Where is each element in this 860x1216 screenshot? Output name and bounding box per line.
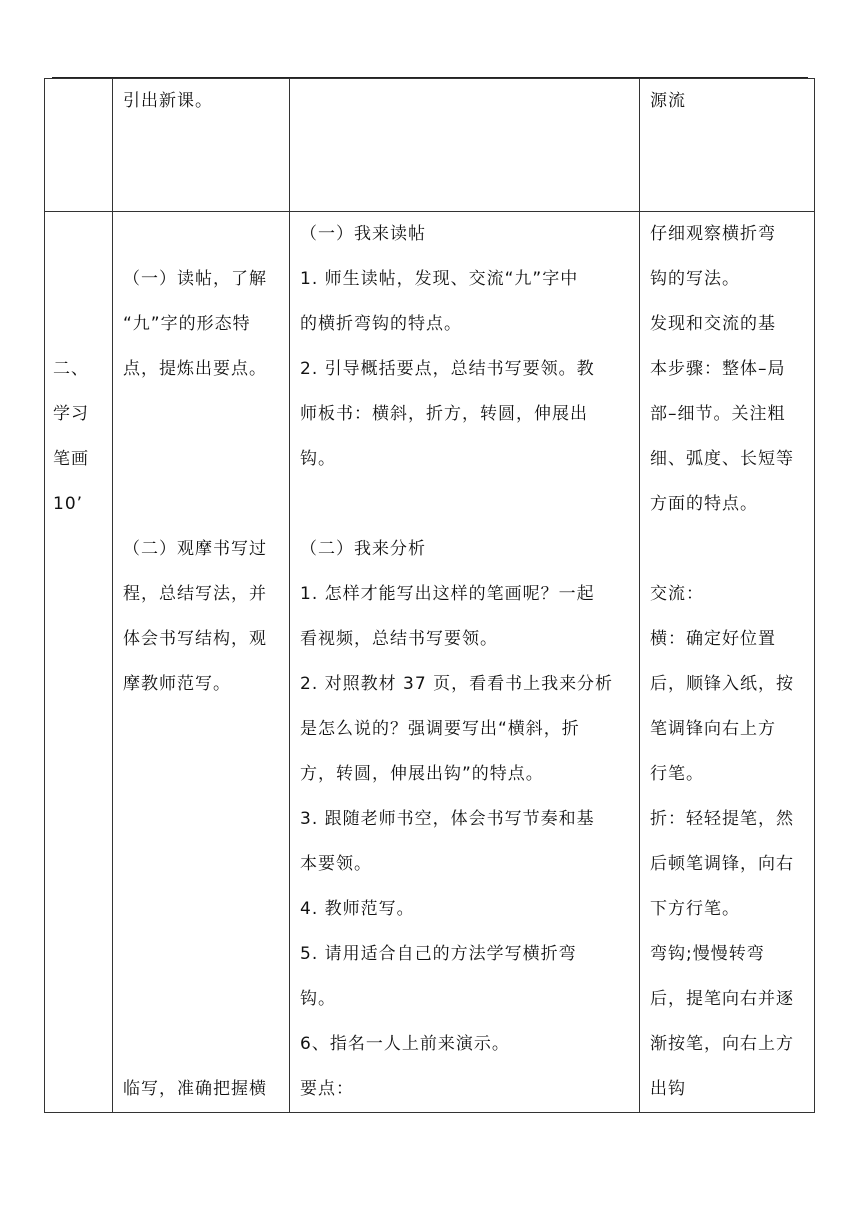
activity-line: 点，提炼出要点。	[123, 359, 267, 379]
intent-line: 下方行笔。	[650, 899, 740, 919]
teacher-line: 本要领。	[300, 854, 372, 874]
table-row	[45, 79, 815, 212]
teacher-line: 方，转圆，伸展出钩”的特点。	[300, 764, 544, 784]
teacher-line: 6、指名一人上前来演示。	[300, 1034, 510, 1054]
teacher-line: （一）我来读帖	[300, 224, 426, 244]
teacher-line: 师板书：横斜，折方，转圆，伸展出	[300, 404, 588, 424]
teacher-line: 要点：	[300, 1079, 354, 1099]
activity-line: 临写，准确把握横	[123, 1079, 267, 1099]
teacher-line: 1. 怎样才能写出这样的笔画呢？一起	[300, 584, 595, 604]
intent-line: 发现和交流的基	[650, 314, 776, 334]
intent-line: 后，顺锋入纸，按	[650, 674, 794, 694]
intent-text: 源流	[650, 91, 686, 111]
teacher-line: 钩。	[300, 989, 336, 1009]
table-row	[45, 212, 815, 1113]
intent-line: 渐按笔，向右上方	[650, 1034, 794, 1054]
teacher-line: 看视频，总结书写要领。	[300, 629, 498, 649]
activity-text: 引出新课。	[123, 91, 213, 111]
intent-line: 交流：	[650, 584, 704, 604]
teacher-line: 2. 对照教材 37 页，看看书上我来分析	[300, 674, 614, 694]
intent-line: 后顿笔调锋，向右	[650, 854, 794, 874]
activity-line: 体会书写结构，观	[123, 629, 267, 649]
activity-line: （二）观摩书写过	[123, 539, 267, 559]
lesson-plan-table	[44, 78, 815, 1113]
teacher-activity-cell	[290, 212, 640, 1113]
intent-line: 笔调锋向右上方	[650, 719, 776, 739]
teacher-activity-cell	[290, 79, 640, 212]
teacher-line: 是怎么说的？强调要写出“横斜，折	[300, 719, 580, 739]
teacher-line: 钩。	[300, 449, 336, 469]
intent-line: 出钩	[650, 1079, 686, 1099]
stage-line: 学习	[53, 404, 89, 424]
activity-line: 程，总结写法，并	[123, 584, 267, 604]
teacher-line: 1. 师生读帖，发现、交流“九”字中	[300, 269, 579, 289]
intent-line: 弯钩;慢慢转弯	[650, 944, 765, 964]
stage-cell	[45, 212, 113, 1113]
activity-line: 摩教师范写。	[123, 674, 231, 694]
intent-line: 横：确定好位置	[650, 629, 776, 649]
intent-line: 后，提笔向右并逐	[650, 989, 794, 1009]
intent-line: 部–细节。关注粗	[650, 404, 786, 424]
teacher-line: 3. 跟随老师书空，体会书写节奏和基	[300, 809, 595, 829]
stage-line: 笔画	[53, 449, 89, 469]
intent-line: 仔细观察横折弯	[650, 224, 776, 244]
intent-line: 本步骤：整体–局	[650, 359, 786, 379]
intent-line: 折：轻轻提笔，然	[650, 809, 794, 829]
design-intent-cell	[640, 212, 815, 1113]
intent-line: 方面的特点。	[650, 494, 758, 514]
teacher-line: 的横折弯钩的特点。	[300, 314, 462, 334]
intent-line: 行笔。	[650, 764, 704, 784]
activity-line: （一）读帖，了解	[123, 269, 267, 289]
activity-line: “九”字的形态特	[123, 314, 251, 334]
teacher-line: 2. 引导概括要点，总结书写要领。教	[300, 359, 595, 379]
design-intent-cell	[640, 79, 815, 212]
teacher-line: 4. 教师范写。	[300, 899, 415, 919]
student-activity-cell	[113, 79, 290, 212]
stage-line: 二、	[53, 359, 89, 379]
student-activity-cell	[113, 212, 290, 1113]
intent-line: 细、弧度、长短等	[650, 449, 794, 469]
stage-line: 10’	[53, 494, 84, 514]
teacher-line: （二）我来分析	[300, 539, 426, 559]
teacher-line: 5. 请用适合自己的方法学写横折弯	[300, 944, 577, 964]
intent-line: 钩的写法。	[650, 269, 740, 289]
stage-cell	[45, 79, 113, 212]
